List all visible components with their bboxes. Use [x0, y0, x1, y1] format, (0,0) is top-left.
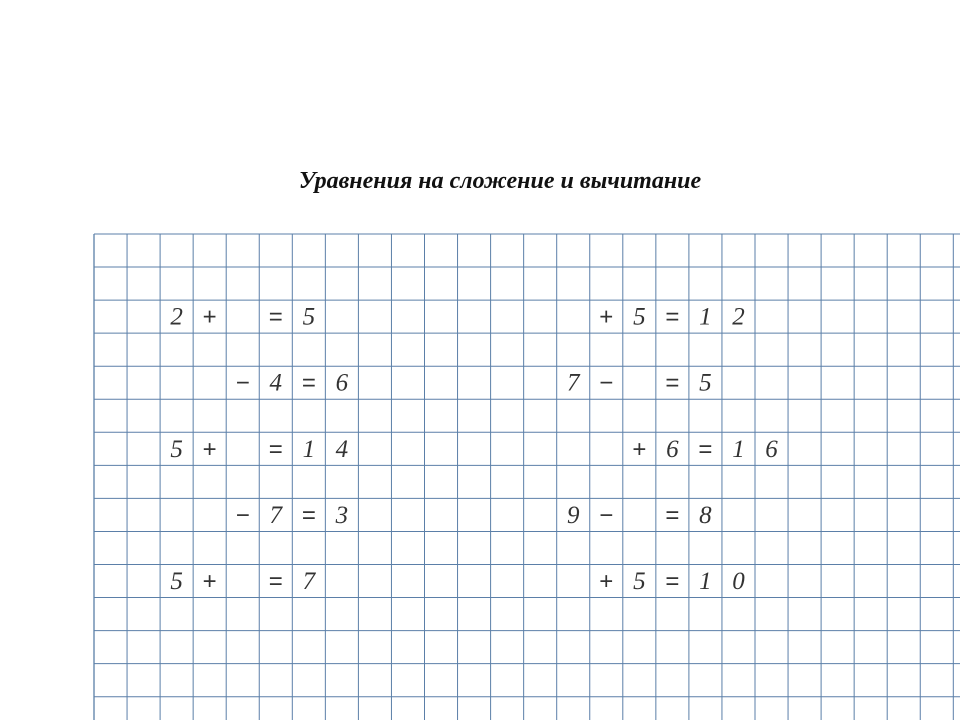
equation-digit: 8	[699, 501, 712, 529]
equation-1	[170, 302, 315, 331]
equation-operator: −	[599, 369, 614, 397]
equation-digit: 1	[732, 435, 745, 463]
worksheet-title: Уравнения на сложение и вычитание	[298, 168, 702, 194]
equation-digit: 3	[335, 501, 349, 529]
equation-operator: −	[235, 501, 250, 529]
equation-operator: +	[202, 303, 217, 331]
equation-6	[599, 304, 744, 331]
equation-10	[599, 568, 745, 595]
equation-9	[567, 500, 712, 529]
equation-digit: 7	[302, 568, 316, 596]
answer-blank[interactable]	[228, 302, 257, 331]
equation-operator: =	[301, 501, 316, 529]
equation-operator: =	[268, 435, 283, 463]
equation-operator: =	[268, 568, 283, 596]
equation-operator: +	[632, 435, 647, 463]
equation-digit: 1	[699, 568, 712, 596]
equation-operator: +	[599, 568, 614, 596]
equation-digit: 5	[170, 568, 183, 596]
equation-7	[567, 368, 712, 397]
equation-digit: 0	[732, 568, 745, 596]
equation-operator: =	[665, 303, 680, 331]
equation-operator: +	[202, 568, 217, 596]
equation-operator: =	[665, 568, 680, 596]
equation-operator: =	[268, 303, 283, 331]
equation-digit: 4	[335, 435, 349, 463]
equation-digit: 6	[765, 435, 778, 463]
answer-blank[interactable]	[625, 368, 654, 397]
equation-operator: +	[599, 303, 614, 331]
equation-digit: 2	[170, 303, 183, 331]
equation-digit: 1	[302, 435, 316, 463]
equation-digit: 1	[699, 303, 712, 331]
equation-operator: =	[698, 435, 713, 463]
answer-blank[interactable]	[625, 500, 654, 529]
equation-operator: −	[599, 501, 614, 529]
equation-operator: =	[665, 501, 680, 529]
equation-digit: 7	[566, 369, 580, 397]
equation-digit: 4	[269, 369, 283, 397]
equation-operator: =	[301, 369, 316, 397]
equation-digit: 5	[699, 369, 712, 397]
answer-blank[interactable]	[228, 434, 257, 463]
equation-operator: −	[235, 369, 250, 397]
equation-digit: 2	[732, 303, 745, 331]
answer-blank[interactable]	[228, 567, 257, 596]
equation-digit: 7	[269, 501, 283, 529]
equation-digit: 5	[633, 568, 646, 596]
equation-digit: 9	[566, 501, 580, 529]
equation-digit: 6	[335, 369, 349, 397]
equation-operator: =	[665, 369, 680, 397]
equation-digit: 6	[666, 435, 679, 463]
equation-digit: 5	[170, 435, 183, 463]
equation-8	[632, 436, 778, 463]
equation-operator: +	[202, 435, 217, 463]
equation-digit: 5	[633, 303, 646, 331]
equation-5	[170, 567, 316, 596]
equation-digit: 5	[302, 303, 316, 331]
